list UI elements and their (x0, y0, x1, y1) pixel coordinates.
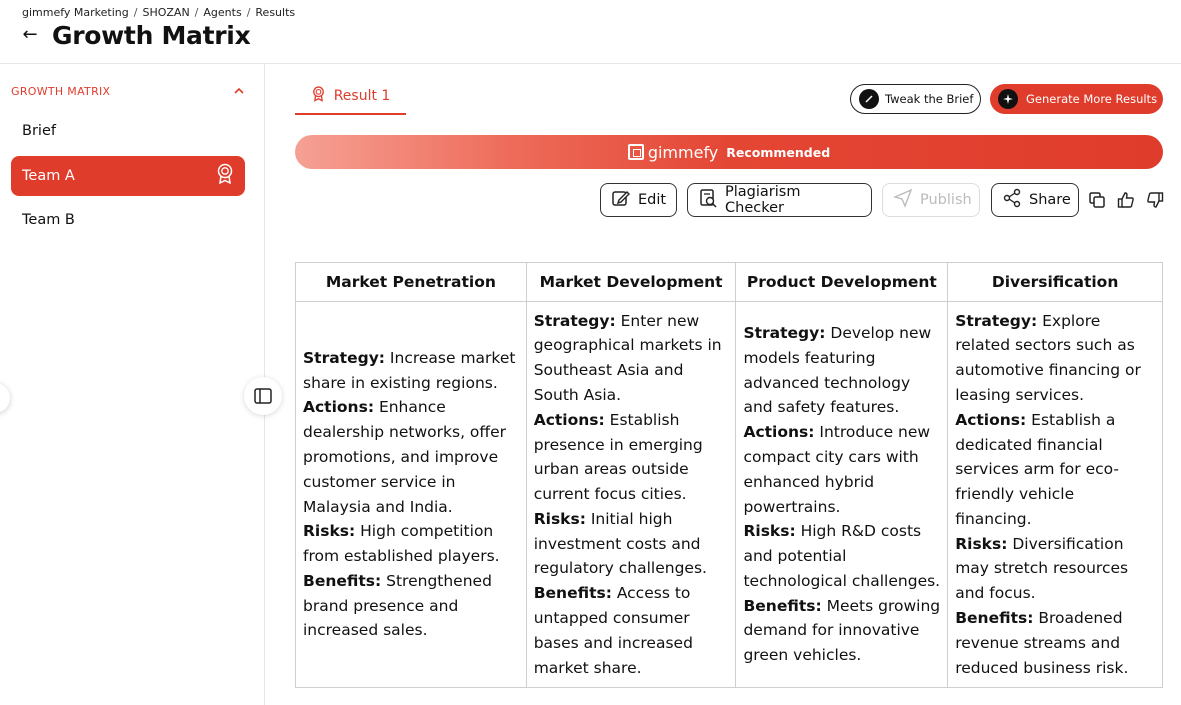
breadcrumb-item: Results (255, 6, 296, 19)
column-header: Product Development (736, 263, 948, 302)
actions-label: Actions: (533, 410, 605, 429)
column-header: Diversification (948, 263, 1163, 302)
brand-logo (628, 143, 718, 162)
page-title: Growth Matrix (52, 20, 251, 50)
plagiarism-checker-button[interactable] (687, 183, 872, 217)
plagiarism-icon (698, 188, 718, 212)
strategy-text: Develop new models featuring advanced technology and safety features. (743, 323, 932, 417)
sidebar-item-team-a[interactable] (11, 156, 245, 196)
risks-label: Risks: (743, 522, 796, 541)
strategy-text: Enter new geographical markets in Southeast Asia and South Asia. (533, 311, 722, 404)
strategy-label: Strategy: (955, 311, 1038, 330)
strategy-text: Explore related sectors such as automotive financing or leasing services. (955, 311, 1141, 404)
sidebar-toggle-icon[interactable] (244, 377, 282, 415)
breadcrumb (22, 6, 295, 19)
sidebar-item-label: Team B (22, 212, 75, 228)
tab-label: Result 1 (333, 87, 391, 104)
copy-icon[interactable] (1087, 190, 1107, 210)
risks-text: High R&D costs and potential technological challenges. (743, 522, 941, 590)
strategy-label: Strategy: (743, 323, 826, 342)
gimmefy-logo-icon (628, 144, 644, 160)
actions-text: Introduce new compact city cars with enhanced hybrid powertrains. (743, 423, 931, 516)
award-icon (311, 86, 326, 106)
benefits-label: Benefits: (303, 571, 382, 590)
table-header-row (296, 263, 1163, 302)
sidebar-item-label: Brief (22, 123, 56, 139)
actions-text: Establish a dedicated financial services arm for eco-friendly vehicle financing. (955, 410, 1120, 528)
sparkle-icon (998, 89, 1018, 109)
column-header: Market Penetration (296, 263, 527, 302)
edit-label: Edit (638, 192, 667, 208)
tweak-brief-label: Tweak the Brief (885, 92, 974, 106)
generate-more-label: Generate More Results (1026, 92, 1158, 106)
table-cell (736, 302, 948, 688)
benefits-text: Meets growing demand for innovative green vehicles. (743, 596, 941, 665)
breadcrumb-item[interactable]: SHOZAN (142, 6, 190, 19)
tab-result-1[interactable] (295, 78, 406, 115)
header (0, 0, 1181, 64)
thumbs-down-icon[interactable] (1145, 190, 1165, 210)
benefits-label: Benefits: (533, 584, 612, 603)
benefits-text: Broadened revenue streams and reduced business risk. (955, 609, 1129, 677)
share-label: Share (1029, 192, 1071, 208)
generate-more-button[interactable] (990, 84, 1163, 114)
actions-text: Enhance dealership networks, offer promotions, and improve customer service in Malaysia and India. (303, 398, 507, 516)
risks-label: Risks: (955, 534, 1008, 553)
growth-matrix-table (295, 262, 1163, 688)
brand-name: gimmefy (647, 142, 719, 162)
sidebar-item-label: Team A (22, 168, 75, 184)
risks-text: Initial high investment costs and regulatory challenges. (533, 509, 707, 578)
table-cell (948, 302, 1163, 688)
benefits-text: Access to untapped consumer bases and increased market share. (533, 584, 693, 677)
recommended-label: Recommended (726, 144, 831, 160)
publish-button[interactable] (882, 183, 980, 217)
column-header: Market Development (526, 263, 736, 302)
publish-label: Publish (920, 192, 972, 208)
share-icon (1002, 188, 1022, 212)
benefits-label: Benefits: (955, 609, 1034, 628)
strategy-text: Increase market share in existing regions. (303, 348, 516, 392)
risks-label: Risks: (303, 522, 356, 541)
back-arrow-icon[interactable]: ← (22, 24, 38, 45)
breadcrumb-separator: / (194, 6, 199, 19)
benefits-text: Strengthened brand presence and increased sales. (303, 571, 492, 640)
sidebar-section-header[interactable] (11, 84, 245, 98)
risks-text: Diversification may stretch resources and focus. (955, 534, 1129, 603)
actions-label: Actions: (955, 410, 1027, 429)
breadcrumb-separator: / (246, 6, 251, 19)
thumbs-up-icon[interactable] (1116, 190, 1136, 210)
risks-label: Risks: (533, 509, 586, 528)
recommended-banner (295, 135, 1163, 169)
tweak-brief-button[interactable] (850, 84, 981, 114)
risks-text: High competition from established players. (303, 522, 500, 566)
table-cell (296, 302, 527, 688)
breadcrumb-item[interactable]: gimmefy Marketing (22, 6, 129, 19)
share-button[interactable] (991, 183, 1079, 217)
table-row (296, 302, 1163, 688)
sidebar (0, 64, 265, 705)
sidebar-item-brief[interactable] (11, 111, 245, 151)
sidebar-item-team-b[interactable] (11, 200, 245, 240)
actions-label: Actions: (743, 423, 815, 442)
edit-icon (611, 188, 631, 212)
benefits-label: Benefits: (743, 596, 822, 615)
table-cell (526, 302, 736, 688)
actions-text: Establish presence in emerging urban areas outside current focus cities. (533, 410, 703, 504)
breadcrumb-item[interactable]: Agents (203, 6, 242, 19)
award-icon (215, 163, 235, 189)
send-icon (893, 188, 913, 212)
strategy-label: Strategy: (303, 348, 385, 367)
edit-button[interactable] (600, 183, 677, 217)
actions-label: Actions: (303, 398, 375, 417)
breadcrumb-separator: / (133, 6, 138, 19)
chevron-up-icon[interactable] (233, 84, 245, 98)
plagiarism-label: Plagiarism Checker (725, 184, 801, 216)
sidebar-section-label: GROWTH MATRIX (11, 84, 111, 98)
strategy-label: Strategy: (533, 311, 616, 330)
pencil-icon (859, 89, 879, 109)
